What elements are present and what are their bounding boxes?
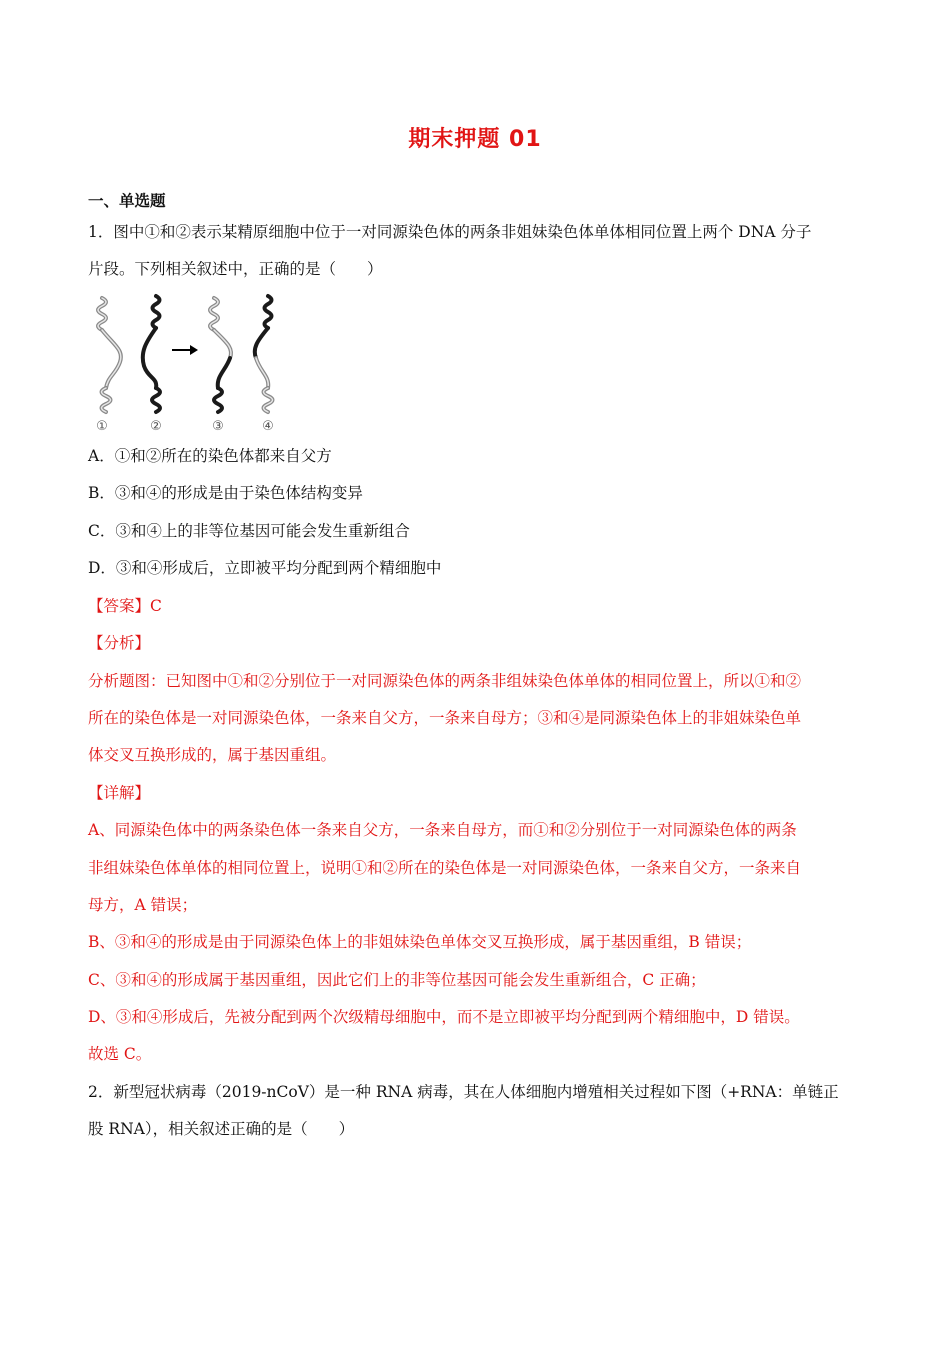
q1-stem-line-2: 片段。下列相关叙述中，正确的是（ ） [88, 260, 383, 278]
strand-2 [143, 296, 160, 412]
detail-line-4: B、③和④的形成是由于同源染色体上的非姐妹染色单体交叉互换形成，属于基因重组，B 错误； [88, 933, 752, 951]
figure-label-4: ④ [262, 419, 274, 434]
q1-stem-line-1: 1．图中①和②表示某精原细胞中位于一对同源染色体的两条非姐妹染色体单体相同位置上两个 DNA 分子 [88, 223, 812, 241]
chromosome-crossover-figure [84, 290, 288, 435]
analysis-line-3: 体交叉互换形成的，属于基因重组。 [88, 746, 337, 764]
detail-line-7: 故选 C。 [88, 1045, 152, 1063]
detail-line-6: D、③和④形成后，先被分配到两个次级精母细胞中，而不是立即被平均分配到两个精细胞中，D 错误。 [88, 1008, 800, 1026]
detail-line-1: A、同源染色体中的两条染色体一条来自父方，一条来自母方，而①和②分别位于一对同源染色体的两条 [88, 821, 797, 839]
strand-1 [98, 298, 121, 412]
page-title: 期末押题 01 [408, 127, 542, 152]
answer-label: 【答案】C [88, 597, 162, 615]
figure-label-2: ② [150, 419, 162, 434]
detail-line-5: C、③和④的形成属于基因重组，因此它们上的非等位基因可能会发生重新组合，C 正确； [88, 971, 706, 989]
section-heading: 一、单选题 [88, 192, 166, 210]
analysis-heading: 【分析】 [88, 634, 151, 652]
option-a: A．①和②所在的染色体都来自父方 [88, 447, 332, 465]
option-c: C．③和④上的非等位基因可能会发生重新组合 [88, 522, 410, 540]
option-d: D．③和④形成后，立即被平均分配到两个精细胞中 [88, 559, 442, 577]
arrow-icon [172, 345, 198, 355]
strand-3 [210, 298, 231, 412]
figure-label-3: ③ [212, 419, 224, 434]
detail-heading: 【详解】 [88, 784, 151, 802]
strand-4 [255, 296, 273, 412]
figure-label-1: ① [96, 419, 108, 434]
detail-line-2: 非组妹染色体单体的相同位置上，说明①和②所在的染色体是一对同源染色体，一条来自父方，一条来自 [88, 859, 802, 877]
option-b: B．③和④的形成是由于染色体结构变异 [88, 484, 363, 502]
detail-line-3: 母方，A 错误； [88, 896, 198, 914]
q2-stem-line-2: 股 RNA），相关叙述正确的是（ ） [88, 1120, 355, 1138]
analysis-line-2: 所在的染色体是一对同源染色体，一条来自父方，一条来自母方；③和④是同源染色体上的非姐妹染色单 [88, 709, 802, 727]
q2-stem-line-1: 2．新型冠状病毒（2019-nCoV）是一种 RNA 病毒，其在人体细胞内增殖相关过程如下图（+RNA：单链正 [88, 1083, 839, 1101]
analysis-line-1: 分析题图：已知图中①和②分别位于一对同源染色体的两条非组妹染色体单体的相同位置上，所以①和② [88, 672, 802, 690]
